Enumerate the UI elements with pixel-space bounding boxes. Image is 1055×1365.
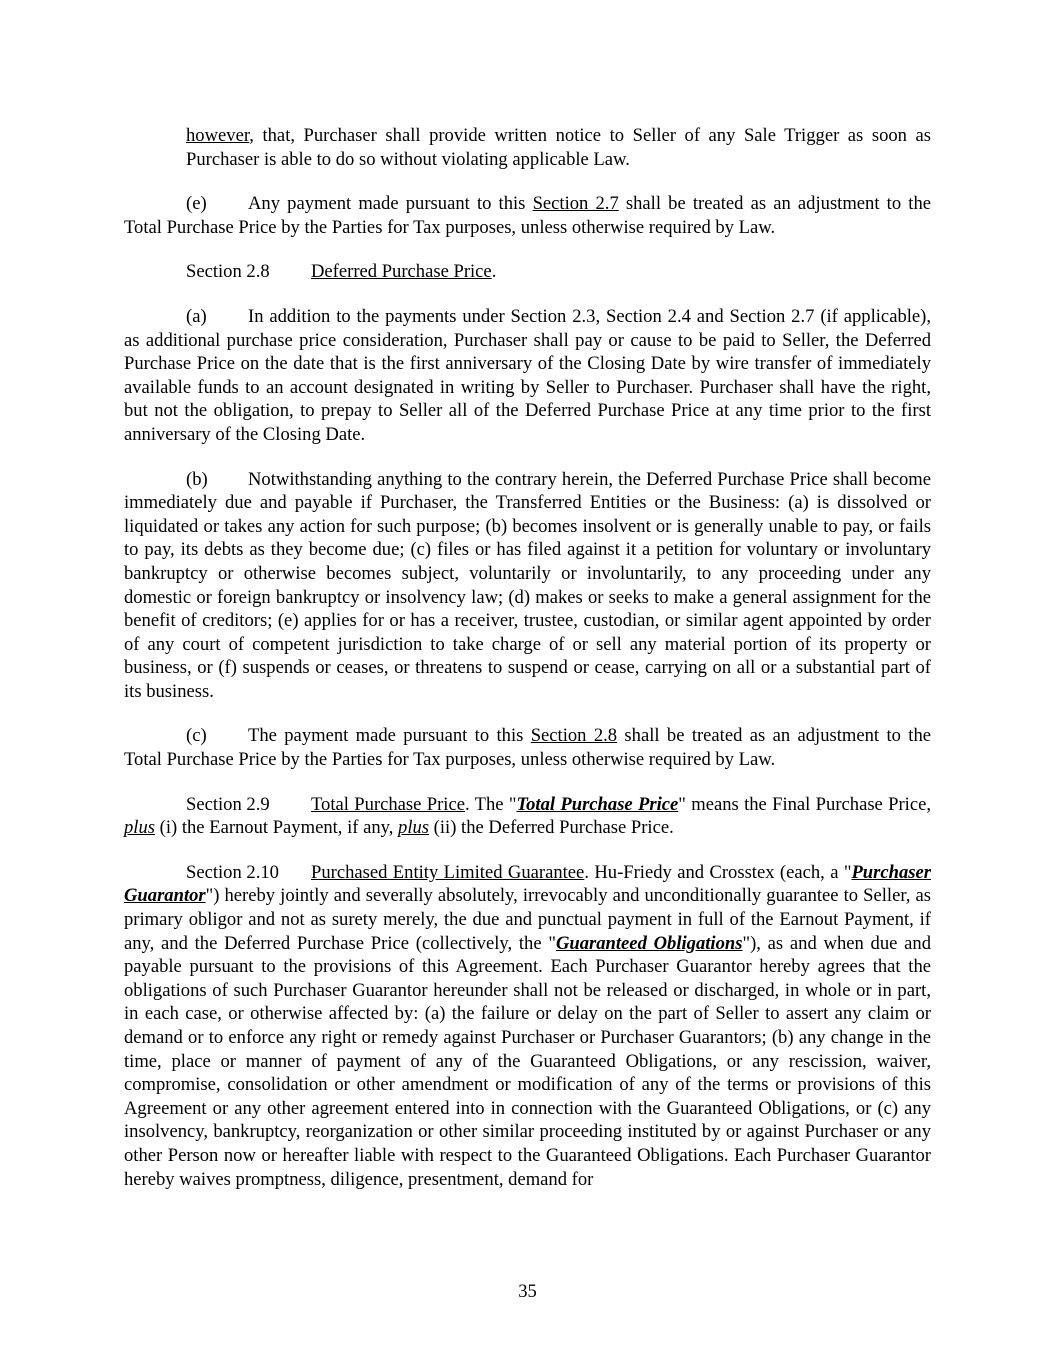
clause-label: (e) (186, 193, 207, 215)
section-reference: Section 2.7 (532, 193, 619, 215)
text-run: . Hu-Friedy and Crosstex (each, a " (584, 861, 852, 883)
section-number: Section 2.10 (186, 861, 279, 883)
paragraph-2-8-c (124, 724, 931, 771)
section-number: Section 2.9 (186, 793, 270, 815)
text-run: shall be treated as an adjustment to the Total Purchase Price by the Parties for Tax purposes, unless otherwise required by Law. (124, 193, 931, 238)
defined-term: Purchaser Guarantor (124, 861, 931, 907)
text-run: shall be treated as an adjustment to the Total Purchase Price by the Parties for Tax purposes, unless otherwise required by Law. (124, 725, 931, 771)
clause-label: (a) (186, 305, 207, 327)
section-2-10 (124, 861, 931, 1191)
section-reference: Section 2.8 (530, 725, 618, 747)
section-title: Total Purchase Price (311, 793, 465, 815)
paragraph-2-7-e (124, 192, 931, 239)
text-run: " means the Final Purchase Price, (678, 793, 932, 815)
page-number: 35 (518, 1281, 537, 1302)
section-number: Section 2.8 (186, 261, 270, 283)
plus-term: plus (398, 817, 430, 839)
underlined-however: however (186, 125, 250, 146)
text-run: . (491, 261, 497, 283)
page-body (124, 124, 931, 1212)
clause-label: (c) (186, 725, 207, 747)
text-run: , that, Purchaser shall provide written notice to Seller of any Sale Trigger as soon as Purchaser is able to do so without violating applicable Law. (186, 125, 931, 170)
text-run: (ii) the Deferred Purchase Price. (429, 817, 674, 839)
section-title: Purchased Entity Limited Guarantee (311, 861, 585, 883)
text-run: . The " (464, 793, 517, 815)
text-run: (i) the Earnout Payment, if any, (155, 817, 399, 839)
text-run: Notwithstanding anything to the contrary herein, the Deferred Purchase Price shall become immediately due and payable if Purchaser, the Transferred Entities or the Business: (a) is dissolved or liquidated or takes any action for such purpose; (b) becomes insolvent or is generally unable to pay, or fails to pay, its debts as they become due; (c) files or has filed against it a petition for voluntary or involuntary bankruptcy or otherwise becomes subject, voluntarily or involuntarily, to any proceeding under any domestic or foreign bankruptcy or insolvency law; (d) makes or seeks to make a general assignment for the benefit of creditors; (e) applies for or has a receiver, trustee, custodian, or similar agent appointed by order of any court of competent jurisdiction to take charge of or sell any material portion of its property or business, or (f) suspends or ceases, or threatens to suspend or cease, carrying on all or a substantial part of its business. (124, 468, 931, 702)
plus-term: plus (124, 817, 155, 839)
paragraph-2-8-b (124, 468, 931, 704)
text-run: "), as and when due and payable pursuant to the provisions of this Agreement. Each Purchaser Guarantor hereby agrees that the obligations of such Purchaser Guarantor hereunder shall not be released or discharged, in whole or in part, in each case, or otherwise affected by: (a) the failure or delay on the part of Seller to assert any claim or demand or to enforce any right or remedy against Purchaser or Purchaser Guarantors; (b) any change in the time, place or manner of payment of any of the Guaranteed Obligations, or any rescission, waiver, compromise, consolidation or other amendment or modification of any of the terms or provisions of this Agreement or any other agreement entered into in connection with the Guaranteed Obligations, or (c) any insolvency, bankruptcy, reorganization or other similar proceeding instituted by or against Purchaser or any other Person now or hereafter liable with respect to the Guaranteed Obligations. Each Purchaser Guarantor hereby waives promptness, diligence, presentment, demand for (124, 932, 931, 1190)
clause-label: (b) (186, 468, 208, 490)
section-2-9 (124, 793, 931, 840)
text-run: Any payment made pursuant to this (248, 193, 533, 215)
section-title: Deferred Purchase Price (311, 261, 492, 283)
text-run: In addition to the payments under Section 2.3, Section 2.4 and Section 2.7 (if applicable), as additional purchase price consideration, Purchaser shall pay or cause to be paid to Seller, the Deferred Purchase Price on the date that is the first anniversary of the Closing Date by wire transfer of immediately available funds to an account designated in writing by Seller to Purchaser. Purchaser shall have the right, but not the obligation, to prepay to Seller all of the Deferred Purchase Price at any time prior to the first anniversary of the Closing Date. (124, 305, 931, 445)
section-2-8-heading (124, 260, 931, 284)
defined-term: Total Purchase Price (516, 793, 679, 815)
text-run: The payment made pursuant to this (248, 725, 531, 747)
paragraph-2-7-d-continuation (186, 124, 931, 171)
defined-term: Guaranteed Obligations (555, 932, 743, 954)
text-run: ") hereby jointly and severally absolutely, irrevocably and unconditionally guarantee to Seller, as primary obligor and not as surety merely, the due and punctual payment in full of the Earnout Payment, if any, and the Deferred Purchase Price (collectively, the " (124, 885, 931, 954)
paragraph-2-8-a (124, 305, 931, 447)
